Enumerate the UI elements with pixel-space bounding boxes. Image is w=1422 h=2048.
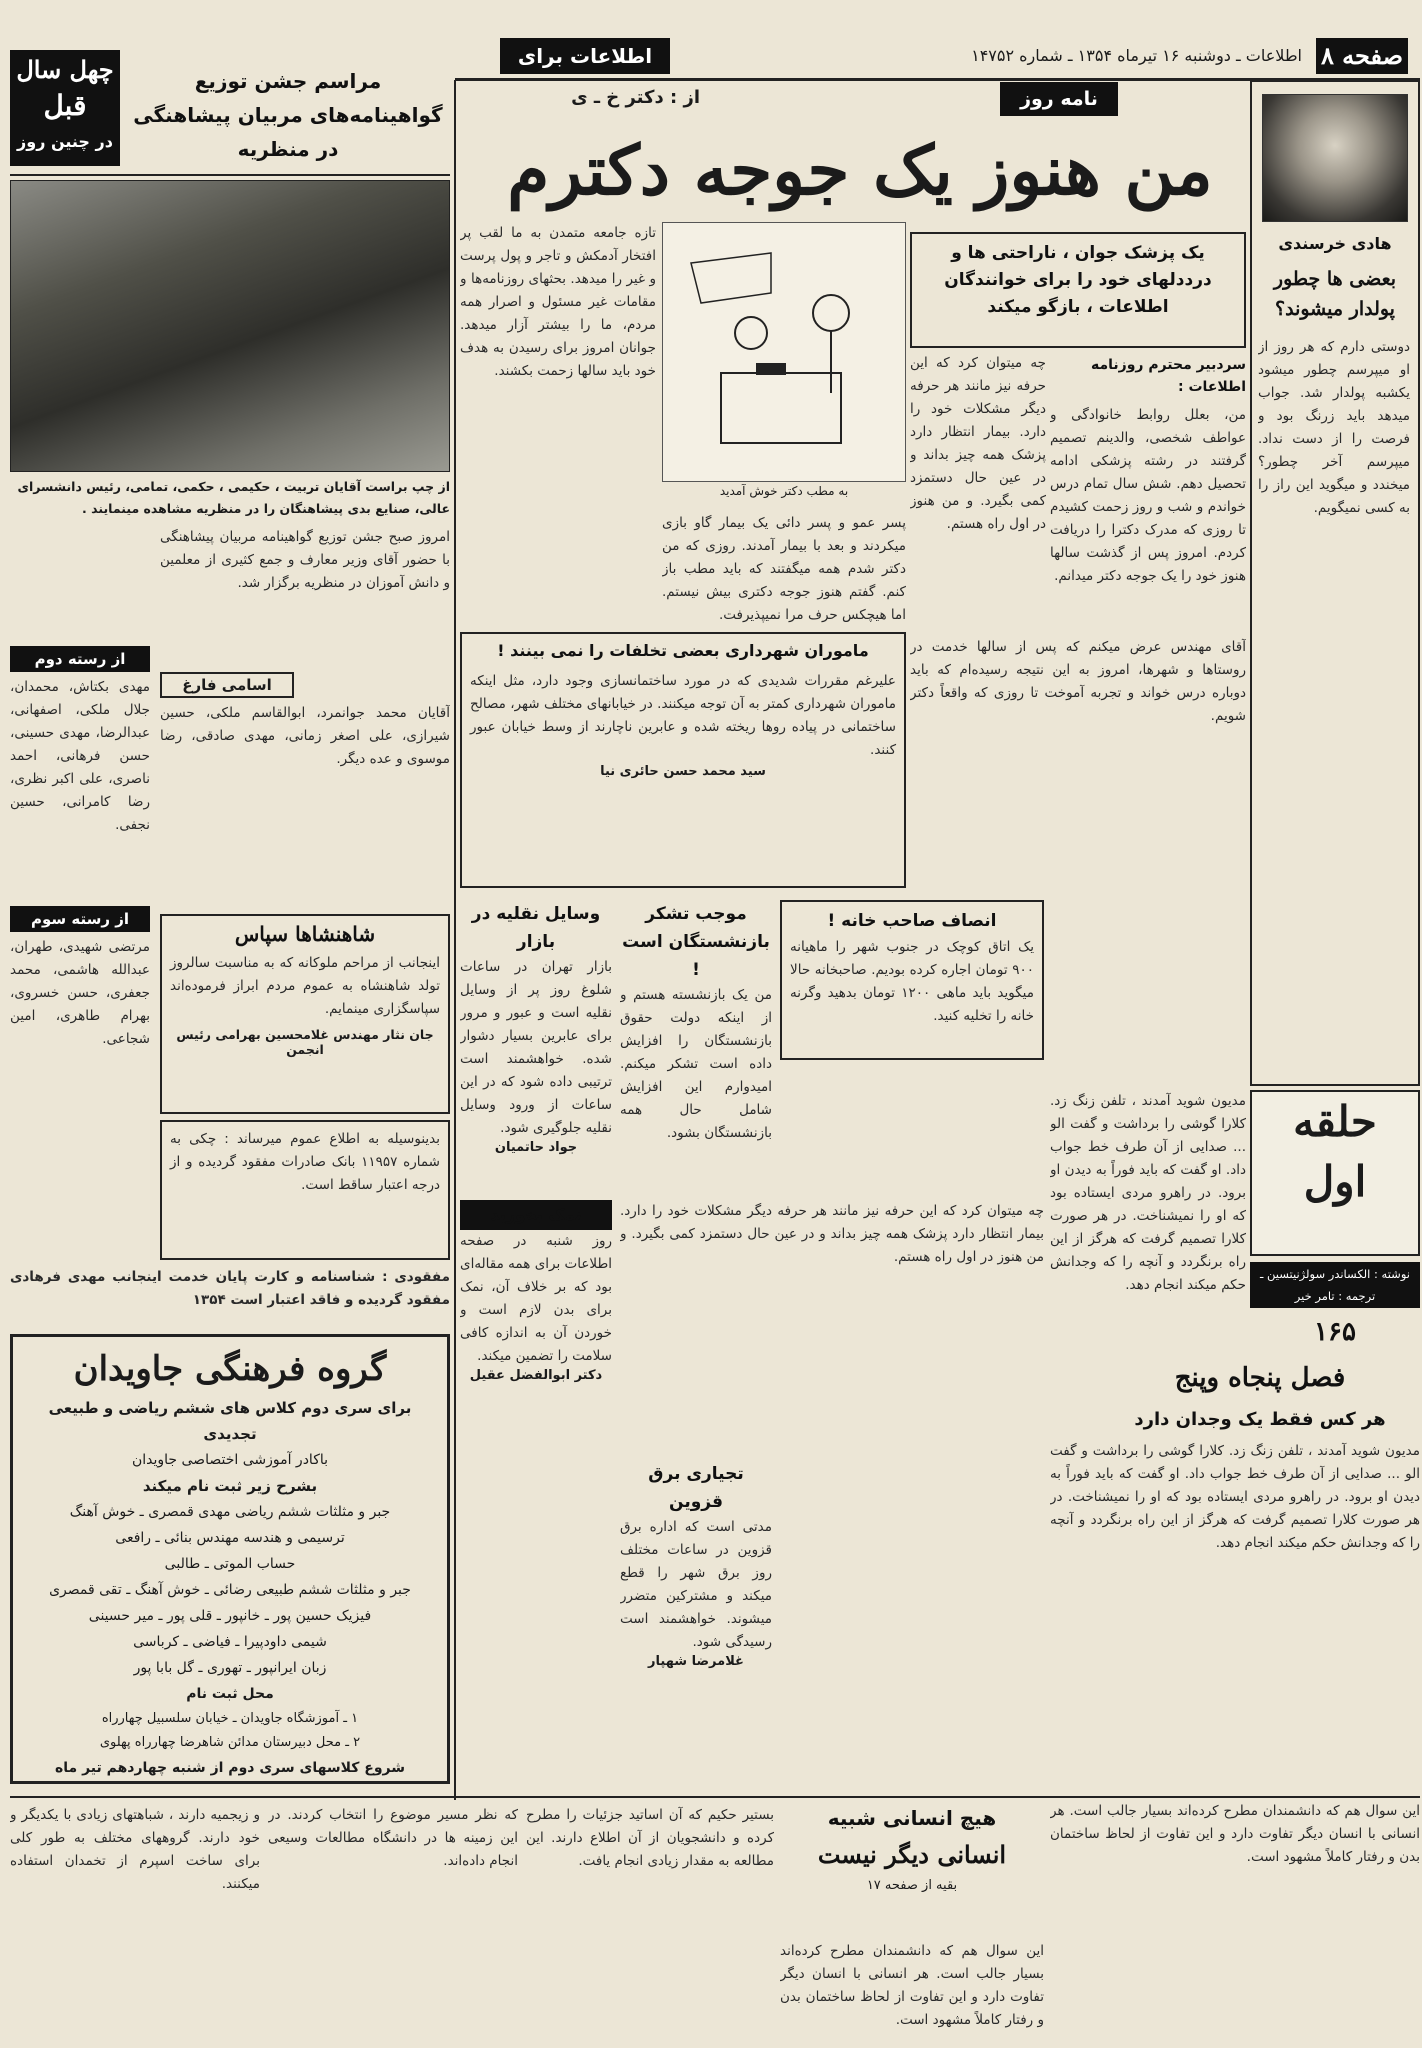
loss-notice: مفقودی : شناسنامه و کارت پایان خدمت اینجانب مهدی فرهادی مفقود گردیده و فاقد اعتبار است ۱۳۵۴	[10, 1269, 450, 1308]
section2-title: از رسته دوم	[10, 646, 150, 672]
cartoon-caption: به مطب دکتر خوش آمدید	[719, 484, 849, 498]
ad-line9: محل ثبت نام	[186, 1686, 274, 1702]
ad-title: گروه فرهنگی جاویدان	[73, 1349, 387, 1389]
ad-line11: ۲ ـ محل دبیرستان مدائن شاهرضا چهارراه پهلوی	[99, 1735, 361, 1750]
forty-years-bottom: در چنین روز	[17, 132, 113, 151]
serial-subtitle: هر کس فقط یک وجدان دارد	[1134, 1409, 1386, 1430]
ceremony-title: مراسم جشن توزیع گواهینامه‌های مربیان پیشاهنگی در منظریه	[133, 69, 443, 161]
section3-title: از رسته سوم	[10, 906, 150, 932]
royal-thanks-title: شاهنشاها سپاس	[234, 922, 376, 946]
story-header	[780, 1800, 1044, 1940]
profile-body: دوستی دارم که هر روز از او میپرسم چطور میشود یکشبه پولدار شد. جواب میدهد باید زرنگ بود و فرصت را از دست نداد. میپرسم آخر چطور؟ میخندد و میگوید این راز را به کسی نمیگویم.	[1258, 339, 1410, 516]
column-byline: از : دکتر خ ـ ی	[571, 87, 700, 108]
article-col1: تازه جامعه متمدن به ما لقب پر افتخار آدمکش و تاجر و پول پرست و غیر را میدهد. بحثهای روزنامه‌ها و مقامات غیر مسئول و اصرار همه مردم، ما را بیشتر آزار میدهد. جوانان امروز برای رسیدن به هدف خود باید سالها زحمت بکشند.	[460, 225, 656, 379]
cartoon-drawing	[662, 223, 905, 482]
royal-thanks-notice	[160, 914, 450, 1114]
graduates-title: اسامی فارغ	[160, 672, 294, 698]
bottom-col3: بستیر حکیم که آن اساتید جزئیات را مطرح کرده و دانشجویان از آن اطلاع دارند. این مطالعه به مقدار زیادی انجام یافت.	[526, 1807, 774, 1869]
serial-logo	[1250, 1090, 1420, 1256]
serial-title-top: حلقه	[1293, 1097, 1377, 1146]
retirement-title: موجب تشکر بازنشستگان است !	[622, 904, 770, 980]
salt-article	[460, 1200, 612, 1790]
story-body-right: این سوال هم که دانشمندان مطرح کرده‌اند بسیار جالب است. هر انسانی با انسان دیگر تفاوت دارد و این تفاوت از لحاظ ساختمان بدن و رفتار کاملاً مشهود است.	[1050, 1803, 1420, 1865]
section-title: اطلاعات برای	[500, 38, 670, 74]
electric-signature: غلامرضا شهپار	[648, 1654, 744, 1669]
forty-years-top: چهل سال	[16, 55, 114, 84]
public-notice-body: بدینوسیله به اطلاع عموم میرساند : چکی به شماره ۱۱۹۵۷ بانک صادرات مفقود گردیده و از درجه اعتبار ساقط است.	[170, 1131, 440, 1193]
transport-body: بازار تهران در ساعات شلوغ روز پر از وسایل نقلیه است و عبور و مرور برای عابرین بسیار دشوار شده. خواهشمند است ترتیبی داده شود که در این ساعات از ورود وسایل نقلیه جلوگیری شود.	[460, 959, 612, 1136]
royal-thanks-signature: جان نثار مهندس غلامحسین بهرامی رئیس انجمن	[176, 1027, 434, 1057]
municipal-article	[460, 632, 906, 888]
salt-title: نمک بخورید	[460, 1200, 612, 1230]
serial-body: مدیون شوید آمدند ، تلفن زنگ زد. کلارا گوشی را برداشت و گفت الو ... صدایی از آن طرف خط جواب داد. او گفت که باید فوراً به دیدن او برود. در راهرو مردی ایستاده بود که او را نمیشناخت. در هر صورت کلارا تصمیم گرفت که هرگز از این راه برنگردد و آنچه را که وجدانش حکم میکند انجام دهد.	[1050, 1093, 1246, 1293]
masthead	[500, 38, 1422, 76]
public-notice	[160, 1120, 450, 1260]
forty-years-box	[10, 50, 120, 166]
doctor-cartoon	[662, 222, 906, 482]
ad-line3: ترسیمی و هندسه مهندس بنائی ـ رافعی	[115, 1530, 345, 1546]
bottom-col1: و زیجمیه دارند ، شباهتهای زیادی با یکدیگر و خود دارند. گروههای مختلف به طور کلی برای ساخت اسپرم از تخمدان استفاده میکنند.	[10, 1807, 260, 1892]
story-continued: بقیه از صفحه ۱۷	[866, 1878, 958, 1893]
ceremony-rule	[10, 174, 450, 176]
profile-name: هادی خرسندی	[1278, 234, 1392, 253]
transport-title: وسایل نقلیه در بازار	[471, 904, 601, 952]
electric-article	[620, 1460, 772, 1790]
landlord-article	[780, 900, 1044, 1060]
ad-line7: شیمی داودپیرا ـ فیاضی ـ کرباسی	[133, 1634, 327, 1650]
article-col4: آقای مهندس عرض میکنم که پس از سالها خدمت در روستاها و شهرها، امروز به این نتیجه رسیده‌ام که باید دوباره درس خواند و تجربه آموخت تا روزی که واقعاً دکتر شویم.	[910, 639, 1246, 724]
issue-date-line: اطلاعات ـ دوشنبه ۱۶ تیرماه ۱۳۵۴ ـ شماره ۱۴۷۵۲	[971, 46, 1302, 65]
ad-line10: ۱ ـ آموزشگاه جاویدان ـ خیابان سلسبیل چهارراه	[101, 1711, 359, 1726]
municipal-signature: سید محمد حسن حائری نیا	[600, 764, 766, 779]
serial-body-continued: مدیون شوید آمدند ، تلفن زنگ زد. کلارا گوشی را برداشت و گفت الو ... صدایی از آن طرف خط جواب داد. او گفت که باید فوراً به دیدن او برود. در راهرو مردی ایستاده بود که او را نمیشناخت. در هر صورت کلارا تصمیم گرفت که هرگز از این راه برنگردد و آنچه را که وجدانش حکم میکند انجام دهد.	[1050, 1443, 1420, 1551]
electric-title: تجیاری برق قزوین	[648, 1464, 744, 1512]
ad-line12: شروع کلاسهای سری دوم از شنبه چهاردهم تیر ماه	[55, 1760, 405, 1776]
ad-line4: حساب الموتی ـ طالبی	[164, 1556, 296, 1572]
landlord-body: یک اتاق کوچک در جنوب شهر را ماهیانه ۹۰۰ تومان اجاره کرده بودیم. صاحبخانه حالا میگوید باید ماهی ۱۲۰۰ تومان بدهید وگرنه خانه را تخلیه کنید.	[790, 939, 1034, 1024]
ad-subtitle: برای سری دوم کلاس های ششم ریاضی و طبیعی تجدیدی	[48, 1399, 412, 1443]
article-col3: چه میتوان کرد که این حرفه نیز مانند هر حرفه دیگر مشکلات خود را دارد. بیمار انتظار دارد پزشک همه چیز بداند و در عین حال دستمزد کمی بگیرد. و من هنوز در اول راه هستم.	[910, 355, 1046, 532]
ad-line6: فیزیک حسین پور ـ خانپور ـ قلی پور ـ میر حسینی	[88, 1608, 372, 1624]
graduates-body: آقایان محمد جوانمرد، ابوالقاسم ملکی، حسین شیرازی، علی اصغر زمانی، مهدی صادقی، رضا موسوی و عده دیگر.	[160, 705, 450, 767]
serial-episode: ۱۶۵	[1314, 1317, 1356, 1347]
royal-thanks-body: اینجانب از مراحم ملوکانه که به مناسبت سالروز تولد شاهنشاه به عموم مردم ابراز فرموده‌اند سپاسگزاری مینمایم.	[170, 955, 440, 1017]
retirement-body: من یک بازنشسته هستم و از اینکه دولت حقوق بازنشستگان را افزایش داده است تشکر میکنم. امیدوارم این افزایش شامل حال همه بازنشستگان بشود.	[620, 987, 772, 1141]
transport-article	[460, 900, 612, 1190]
salt-body: روز شنبه در صفحه اطلاعات برای همه مقاله‌ای بود که بر خلاف آن، نمک برای بدن لازم است و خوردن آن به اندازه کافی سلامت را تضمین میکند.	[460, 1233, 612, 1364]
column-divider-left	[454, 80, 456, 1800]
forty-years-middle: قبل	[43, 89, 87, 122]
ceremony-photo	[10, 180, 450, 472]
letter-headline-box	[910, 232, 1246, 348]
story-body: این سوال هم که دانشمندان مطرح کرده‌اند بسیار جالب است. هر انسانی با انسان دیگر تفاوت دارد و این تفاوت از لحاظ ساختمان بدن و رفتار کاملاً مشهود است.	[780, 1943, 1044, 2028]
letter-greeting: سردبیر محترم روزنامه اطلاعات :	[1090, 357, 1246, 395]
salt-signature: دکتر ابوالفضل عقیل	[469, 1368, 603, 1383]
landlord-title: انصاف صاحب خانه !	[827, 911, 997, 931]
serial-title-bottom: اول	[1303, 1157, 1367, 1206]
story-title-top: هیچ انسانی شبیه	[827, 1806, 997, 1830]
page-number: صفحه ۸	[1316, 38, 1408, 74]
ceremony-body: امروز صبح جشن توزیع گواهینامه مربیان پیشاهنگی با حضور آقای وزیر معارف و جمع کثیری از معلمین و دانش آموزان در منظریه برگزار شد.	[160, 529, 450, 591]
profile-headline: بعضی ها چطور پولدار میشوند؟	[1273, 268, 1397, 320]
serial-credits: نوشته : الکساندر سولژنیتسین ـ ترجمه : تامر خیر	[1250, 1262, 1420, 1308]
municipal-title: ماموران شهرداری بعضی تخلفات را نمی بینند !	[497, 641, 869, 660]
retirement-article	[620, 900, 772, 1190]
letter-body: من، بعلل روابط خانوادگی و عواطف شخصی، والدینم تصمیم گرفتند در رشته پزشکی ادامه تحصیل دهم. شش سال تمام درس خواندم و شب و روز زحمت کشیدم تا روزی که مدرک دکترا را دریافت کردم. امروز پس از گذشت سالها هنوز خود را یک جوجه دکتر میدانم.	[1050, 407, 1246, 584]
javidan-advertisement	[10, 1334, 450, 1784]
ad-line5: جبر و مثلثات ششم طبیعی رضائی ـ خوش آهنگ ـ تقی قمصری	[49, 1582, 411, 1598]
story-title-bottom: انسانی دیگر نیست	[817, 1840, 1007, 1869]
ad-line1: بشرح زیر ثبت نام میکند	[142, 1477, 318, 1495]
letter-headline: یک پزشک جوان ، ناراحتی ها و دردد‌لهای خود را برای خوانندگان اطلاعات ، بازگو میکند	[944, 243, 1212, 317]
section2-names: مهدی بکتاش، محمدان، جلال ملکی، اصفهانی، عبدالرضا، مهدی حسینی، حسن فرهانی، احمد ناصری، علی اکبر نظری، رضا کامرانی، حسین نجفی.	[10, 679, 150, 833]
serial-chapter: فصل پنجاه وپنج	[1174, 1363, 1346, 1393]
column-kicker: نامه روز	[1000, 82, 1118, 116]
ad-school: باکادر آموزشی اختصاصی جاویدان	[131, 1452, 329, 1468]
article-col2: پسر عمو و پسر دائی یک بیمار گاو بازی میکردند و بعد با بیمار آمدند. روزی که من دکتر شدم همه میگفتند که باید مطب باز کنم. گفتم هنوز جوجه دکتری بیش نیستم. اما هیچکس حرف مرا نمیپذیرفت.	[662, 515, 906, 623]
column-title: من هنوز یک جوجه دکترم	[507, 131, 1213, 211]
article-continuation: چه میتوان کرد که این حرفه نیز مانند هر حرفه دیگر مشکلات خود را دارد. بیمار انتظار دارد پزشک همه چیز بداند و در عین حال دستمزد کمی بگیرد. و من هنوز در اول راه هستم.	[620, 1203, 1044, 1265]
ceremony-caption: از چپ براست آقایان تربیت ، حکیمی ، حکمی، تمامی، رئیس دانشسرای عالی، صنایع بدی پیشاهنگان را در منظریه مشاهده مینمایند .	[17, 479, 450, 516]
section3-body: مرتضی شهیدی، طهران، عبدالله هاشمی، محمد جعفری، حسن خسروی، بهرام طاهری، امین شجاعی.	[10, 939, 150, 1047]
electric-body: مدتی است که اداره برق قزوین در ساعات مختلف روز برق شهر را قطع میکند و مشترکین متضرر میشوند. خواهشمند است رسیدگی شود.	[620, 1519, 772, 1650]
ad-line2: جبر و مثلثات ششم ریاضی مهدی قمصری ـ خوش آهنگ	[69, 1504, 391, 1520]
author-portrait	[1262, 94, 1408, 222]
bottom-col2: که نظر مسیر موضوع را انتخاب کردند. در این زمینه ها در دانشگاه مطالعات وسیعی انجام داده‌اند.	[268, 1807, 518, 1869]
municipal-body: علیرغم مقررات شدیدی که در مورد ساختمانسازی وجود دارد، مثل اینکه ماموران شهرداری کمتر به آن توجه میکنند. در خیابانهای مختلف شهر، مصالح ساختمانی در پیاده روها ریخته شده و عابرین ناچارند از وسط خیابان عبور کنند.	[470, 673, 896, 758]
bottom-band-rule	[10, 1796, 1420, 1798]
ad-line8: زبان ایرانپور ـ تهوری ـ گل بابا پور	[133, 1660, 327, 1676]
transport-signature: جواد حاتمیان	[494, 1140, 578, 1155]
